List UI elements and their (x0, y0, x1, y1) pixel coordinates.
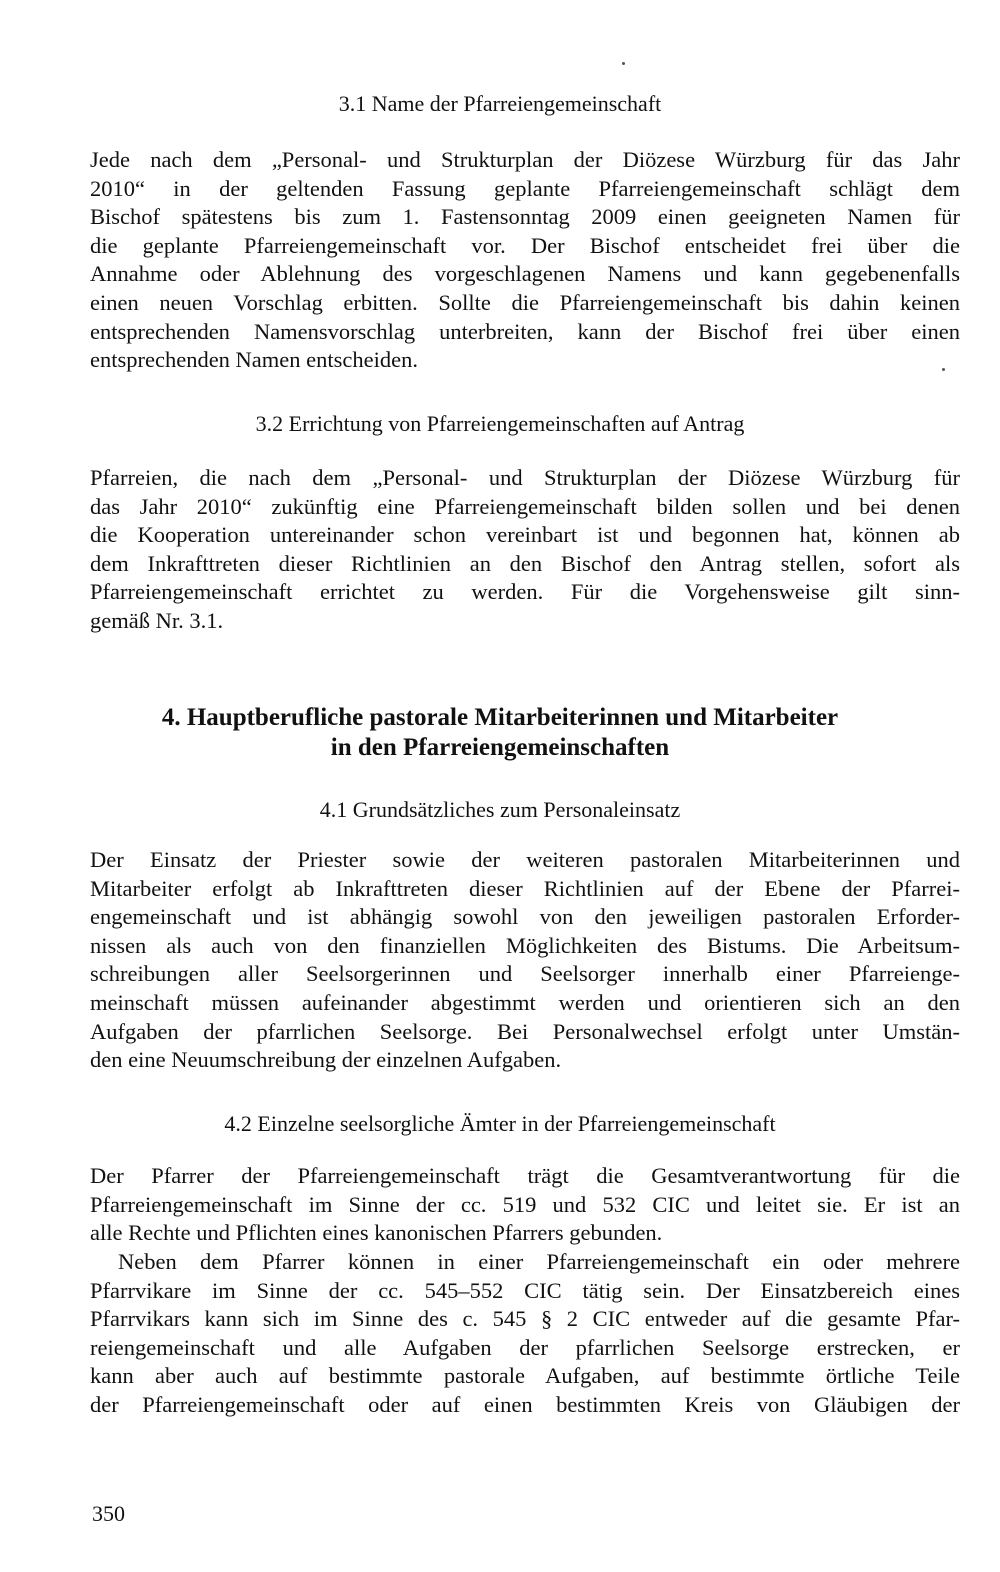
section-4-2-title: 4.2 Einzelne seelsorgliche Ämter in der Pfarreiengemeinschaft (224, 1111, 776, 1136)
text-line: einen neuen Vorschlag erbitten. Sollte die Pfarreiengemeinschaft bis dahin keinen (90, 289, 960, 315)
text-line: gemäß Nr. 3.1. (90, 607, 224, 633)
section-4-1-title: 4.1 Grundsätzliches zum Personaleinsatz (319, 797, 681, 822)
text-line: alle Rechte und Pflichten eines kanonischen Pfarrers gebunden. (90, 1220, 663, 1246)
text-line: nissen als auch von den finanziellen Möglichkeiten des Bistums. Die Arbeitsum- (90, 932, 960, 958)
text-line: das Jahr 2010“ zukünftig eine Pfarreiengemeinschaft bilden sollen und bei denen (90, 493, 960, 519)
text-line: Bischof spätestens bis zum 1. Fastensonntag 2009 einen geeigneten Namen für (90, 204, 960, 230)
text-line: engemeinschaft und ist abhängig sowohl von den jeweiligen pastoralen Erforder- (90, 904, 960, 930)
text-line: die Kooperation untereinander schon vereinbart ist und begonnen hat, können ab (90, 522, 960, 548)
text-line: reiengemeinschaft und alle Aufgaben der pfarrlichen Seelsorge erstrecken, er (90, 1334, 960, 1360)
section-3-2-title: 3.2 Errichtung von Pfarreiengemeinschaften auf Antrag (255, 411, 745, 436)
text-line: Pfarreien, die nach dem „Personal- und Strukturplan der Diözese Würzburg für (90, 465, 960, 490)
text-line: entsprechenden Namensvorschlag unterbreiten, kann der Bischof frei über einen (90, 318, 960, 344)
text-line: den eine Neuumschreibung der einzelnen Aufgaben. (90, 1047, 562, 1073)
text-line: Neben dem Pfarrer können in einer Pfarreiengemeinschaft ein oder mehrere (118, 1249, 960, 1274)
page-number: 350 (92, 1501, 125, 1526)
section-3-1-paragraph (90, 146, 960, 375)
text-line: Mitarbeiter erfolgt ab Inkrafttreten dieser Richtlinien auf der Ebene der Pfarrei- (90, 875, 960, 901)
text-line: meinschaft müssen aufeinander abgestimmt werden und orientieren sich an den (90, 989, 960, 1015)
scan-speck (622, 62, 625, 65)
heading-line: in den Pfarreiengemeinschaften (330, 734, 670, 761)
heading-line: 4. Hauptberufliche pastorale Mitarbeiterinnen und Mitarbeiter (161, 704, 839, 731)
section-4-heading (0, 703, 1000, 763)
text-line: Pfarreiengemeinschaft errichtet zu werden. Für die Vorgehensweise gilt sinn- (90, 579, 960, 605)
text-line: Pfarrvikars kann sich im Sinne des c. 545 § 2 CIC entweder auf die gesamte Pfar- (90, 1306, 960, 1332)
text-line: Der Einsatz der Priester sowie der weiteren pastoralen Mitarbeiterinnen und (90, 847, 960, 872)
text-line: Annahme oder Ablehnung des vorgeschlagenen Namens und kann gegebenenfalls (90, 261, 960, 287)
section-4-2-paragraph-1 (90, 1162, 960, 1248)
text-line: die geplante Pfarreiengemeinschaft vor. Der Bischof entscheidet frei über die (90, 232, 960, 258)
text-line: entsprechenden Namen entscheiden. (90, 347, 418, 373)
section-4-1-paragraph (90, 846, 960, 1075)
text-line: Jede nach dem „Personal- und Strukturplan der Diözese Würzburg für das Jahr (90, 147, 960, 172)
section-4-2-paragraph-2 (90, 1248, 960, 1420)
section-3-1-title: 3.1 Name der Pfarreiengemeinschaft (338, 91, 662, 116)
text-line: Aufgaben der pfarrlichen Seelsorge. Bei Personalwechsel erfolgt unter Umstän- (90, 1018, 960, 1044)
text-line: Pfarreiengemeinschaft im Sinne der cc. 519 und 532 CIC und leitet sie. Er ist an (90, 1191, 960, 1217)
text-line: dem Inkrafttreten dieser Richtlinien an den Bischof den Antrag stellen, sofort als (90, 550, 960, 576)
text-line: Der Pfarrer der Pfarreiengemeinschaft trägt die Gesamtverantwortung für die (90, 1163, 960, 1188)
text-line: der Pfarreiengemeinschaft oder auf einen bestimmten Kreis von Gläubigen der (90, 1391, 960, 1417)
section-3-2-paragraph (90, 464, 960, 636)
text-line: 2010“ in der geltenden Fassung geplante Pfarreiengemeinschaft schlägt dem (90, 175, 960, 201)
text-line: schreibungen aller Seelsorgerinnen und Seelsorger innerhalb einer Pfarreienge- (90, 961, 960, 987)
text-line: Pfarrvikare im Sinne der cc. 545–552 CIC tätig sein. Der Einsatzbereich eines (90, 1277, 960, 1303)
text-line: kann aber auch auf bestimmte pastorale Aufgaben, auf bestimmte örtliche Teile (90, 1363, 960, 1389)
